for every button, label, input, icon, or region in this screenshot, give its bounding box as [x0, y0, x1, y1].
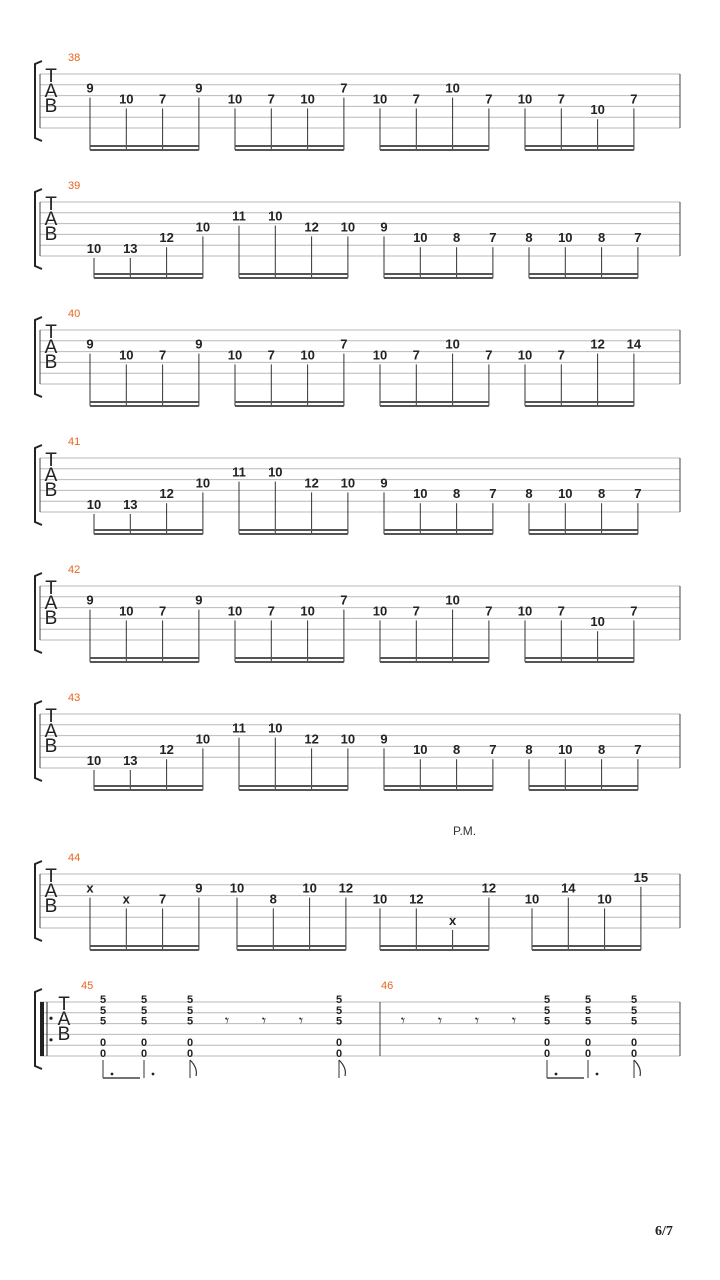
fret-number: 7	[340, 80, 348, 96]
fret-number: 7	[630, 91, 638, 107]
fret-number: 5	[140, 994, 148, 1006]
fret-number: 7	[340, 336, 348, 352]
eighth-rest: 𝄾	[437, 1011, 443, 1030]
fret-number: 14	[561, 880, 576, 896]
fret-number: 10	[268, 720, 283, 736]
note-flag	[634, 1060, 640, 1076]
tab-clef-letter: T	[58, 994, 70, 1015]
eighth-rest: 𝄾	[298, 1011, 304, 1030]
fret-number: 10	[195, 731, 211, 747]
measure-number: 42	[68, 564, 81, 576]
fret-number: 10	[300, 91, 315, 107]
fret-number: 14	[626, 336, 642, 352]
fret-number: 8	[525, 486, 533, 502]
fret-number: 10	[195, 219, 211, 235]
fret-number: x	[86, 880, 94, 896]
fret-number: 10	[86, 753, 102, 768]
palm-mute-label: P.M.	[453, 824, 477, 838]
fret-number: 7	[158, 91, 167, 107]
fret-number: 0	[335, 1037, 343, 1050]
fret-number: 10	[558, 742, 573, 758]
fret-number: 5	[186, 1004, 194, 1017]
fret-number: 0	[543, 1048, 551, 1060]
fret-number: 7	[267, 347, 275, 363]
fret-number: 7	[557, 603, 565, 619]
fret-number: 7	[634, 486, 642, 502]
fret-number: 0	[335, 1048, 343, 1060]
fret-number: 7	[158, 603, 167, 619]
fret-number: 5	[543, 1015, 551, 1028]
fret-number: 10	[229, 880, 245, 896]
fret-number: 12	[304, 731, 319, 747]
fret-number: 8	[452, 486, 461, 502]
fret-number: 10	[445, 592, 460, 608]
fret-number: 8	[452, 230, 461, 246]
measure-number: 41	[68, 436, 81, 448]
fret-number: 9	[86, 336, 94, 352]
fret-number: 7	[267, 603, 275, 619]
note-flag	[339, 1060, 345, 1076]
fret-number: 5	[140, 1015, 148, 1028]
fret-number: 5	[335, 1015, 343, 1028]
fret-number: 10	[524, 891, 540, 907]
fret-number: 12	[590, 336, 605, 352]
fret-number: 10	[517, 603, 533, 619]
tab-clef-letter: A	[57, 1009, 71, 1030]
tab-clef-letter: T	[45, 450, 57, 471]
fret-number: 5	[630, 1015, 638, 1028]
fret-number: 10	[445, 80, 460, 96]
fret-number: 7	[412, 347, 420, 363]
fret-number: 11	[232, 464, 246, 480]
fret-number: 0	[99, 1048, 107, 1060]
fret-number: 10	[372, 91, 388, 107]
fret-number: 12	[338, 880, 354, 896]
fret-number: 10	[517, 347, 533, 363]
system-bracket	[35, 61, 42, 141]
fret-number: 7	[557, 91, 565, 107]
fret-number: 9	[380, 219, 388, 235]
eighth-rest: 𝄾	[400, 1011, 406, 1030]
dotted-rhythm-dot	[111, 1073, 114, 1076]
dotted-rhythm-dot	[555, 1073, 558, 1076]
system-bracket	[35, 701, 42, 781]
fret-number: 12	[481, 880, 497, 896]
tab-clef-letter: B	[44, 736, 58, 757]
note-flag	[190, 1060, 196, 1076]
fret-number: 0	[140, 1037, 148, 1050]
fret-number: 10	[86, 497, 102, 512]
fret-number: 7	[158, 891, 167, 907]
eighth-rest: 𝄾	[261, 1011, 267, 1030]
fret-number: 5	[335, 994, 343, 1006]
fret-number: 8	[452, 742, 461, 758]
fret-number: 9	[86, 592, 94, 608]
fret-number: 5	[335, 1004, 343, 1017]
fret-number: 10	[119, 91, 134, 107]
fret-number: 9	[195, 336, 203, 352]
fret-number: 5	[99, 1004, 107, 1017]
fret-number: 10	[195, 475, 211, 491]
fret-number: 5	[186, 1015, 194, 1028]
fret-number: 10	[302, 880, 317, 896]
fret-number: 10	[227, 91, 243, 107]
fret-number: 0	[543, 1037, 551, 1050]
measure-number: 46	[381, 980, 394, 992]
eighth-rest: 𝄾	[511, 1011, 517, 1030]
fret-number: 11	[232, 208, 246, 224]
fret-number: 10	[558, 486, 573, 502]
fret-number: 10	[558, 230, 573, 246]
fret-number: 10	[300, 603, 315, 619]
tab-clef-letter: B	[57, 1024, 71, 1045]
fret-number: 10	[445, 336, 460, 352]
fret-number: 10	[340, 731, 356, 747]
measure-number: 45	[81, 980, 94, 992]
fret-number: 10	[227, 603, 243, 619]
system-bracket	[35, 317, 42, 397]
fret-number: 8	[269, 891, 277, 907]
tab-clef-letter: T	[45, 706, 57, 727]
fret-number: 7	[412, 91, 420, 107]
fret-number: 12	[159, 742, 174, 758]
fret-number: 13	[123, 241, 138, 256]
fret-number: 10	[597, 891, 612, 907]
repeat-dot	[49, 1017, 52, 1020]
tab-clef-letter: B	[44, 352, 58, 373]
dotted-rhythm-dot	[152, 1073, 155, 1076]
fret-number: 9	[195, 80, 203, 96]
fret-number: 7	[630, 603, 638, 619]
fret-number: 8	[597, 486, 606, 502]
tab-clef-letter: A	[44, 721, 58, 742]
fret-number: 10	[413, 230, 428, 246]
fret-number: 0	[630, 1048, 638, 1060]
fret-number: 0	[186, 1048, 194, 1060]
measure-number: 44	[68, 852, 81, 864]
fret-number: 5	[630, 1004, 638, 1017]
tab-clef-letter: B	[44, 224, 58, 245]
fret-number: 12	[159, 230, 174, 246]
fret-number: 8	[525, 742, 533, 758]
fret-number: 10	[590, 614, 605, 630]
fret-number: 10	[372, 603, 388, 619]
eighth-rest: 𝄾	[474, 1011, 480, 1030]
fret-number: 5	[543, 1004, 551, 1017]
fret-number: 5	[630, 994, 638, 1006]
system-bracket	[35, 861, 42, 941]
fret-number: 10	[590, 102, 605, 118]
fret-number: 5	[186, 994, 194, 1006]
fret-number: 10	[517, 91, 533, 107]
tab-clef-letter: B	[44, 896, 58, 917]
fret-number: 7	[485, 603, 493, 619]
fret-number: 10	[300, 347, 315, 363]
fret-number: 13	[123, 753, 138, 768]
fret-number: 13	[123, 497, 138, 512]
tab-clef-letter: A	[44, 881, 58, 902]
fret-number: 5	[584, 1015, 592, 1028]
fret-number: 7	[489, 230, 497, 246]
tab-clef-letter: A	[44, 81, 58, 102]
eighth-rest: 𝄾	[224, 1011, 230, 1030]
fret-number: 12	[304, 219, 319, 235]
tab-clef-letter: T	[45, 866, 57, 887]
tab-clef-letter: T	[45, 66, 57, 87]
tab-clef-letter: A	[44, 337, 58, 358]
fret-number: 7	[634, 742, 642, 758]
fret-number: 12	[159, 486, 174, 502]
fret-number: 5	[99, 994, 107, 1006]
fret-number: 7	[412, 603, 420, 619]
fret-number: 9	[195, 880, 203, 896]
fret-number: 10	[227, 347, 243, 363]
tab-clef-letter: T	[45, 322, 57, 343]
tab-clef-letter: B	[44, 480, 58, 501]
fret-number: 10	[413, 486, 428, 502]
system-bracket	[35, 573, 42, 653]
fret-number: 15	[633, 869, 649, 885]
fret-number: 0	[140, 1048, 148, 1060]
fret-number: 5	[584, 994, 592, 1006]
fret-number: 7	[267, 91, 275, 107]
system-bracket	[35, 189, 42, 269]
page-number: 6/7	[655, 1224, 673, 1239]
fret-number: 5	[584, 1004, 592, 1017]
fret-number: 7	[485, 91, 493, 107]
fret-number: 10	[86, 241, 102, 256]
fret-number: 9	[86, 80, 94, 96]
fret-number: 5	[140, 1004, 148, 1017]
fret-number: 10	[340, 475, 356, 491]
fret-number: 7	[634, 230, 642, 246]
measure-number: 43	[68, 692, 81, 704]
fret-number: 8	[597, 230, 606, 246]
measure-number: 38	[68, 52, 81, 64]
fret-number: 0	[584, 1037, 592, 1050]
fret-number: 12	[409, 891, 424, 907]
fret-number: x	[448, 913, 457, 928]
measure-number: 39	[68, 180, 81, 192]
fret-number: 11	[232, 720, 246, 736]
fret-number: 9	[380, 475, 388, 491]
fret-number: 7	[489, 486, 497, 502]
fret-number: 9	[380, 731, 388, 747]
tab-clef-letter: A	[44, 593, 58, 614]
tab-clef-letter: A	[44, 209, 58, 230]
fret-number: 10	[119, 347, 134, 363]
dotted-rhythm-dot	[596, 1073, 599, 1076]
fret-number: 10	[372, 891, 388, 907]
tab-clef-letter: T	[45, 194, 57, 215]
fret-number: 10	[268, 208, 283, 224]
tab-clef-letter: B	[44, 608, 58, 629]
fret-number: 10	[119, 603, 134, 619]
fret-number: 8	[525, 230, 533, 246]
repeat-dot	[49, 1038, 52, 1041]
fret-number: 10	[268, 464, 283, 480]
system-bracket	[35, 445, 42, 525]
fret-number: 9	[195, 592, 203, 608]
tab-clef-letter: B	[44, 96, 58, 117]
fret-number: x	[122, 891, 130, 907]
fret-number: 7	[557, 347, 565, 363]
fret-number: 5	[543, 994, 551, 1006]
fret-number: 7	[489, 742, 497, 758]
tab-clef-letter: A	[44, 465, 58, 486]
fret-number: 10	[340, 219, 356, 235]
repeat-start-thick-barline	[40, 1002, 44, 1056]
fret-number: 10	[413, 742, 428, 758]
tab-clef-letter: T	[45, 578, 57, 599]
fret-number: 7	[158, 347, 167, 363]
fret-number: 8	[597, 742, 606, 758]
fret-number: 0	[99, 1037, 107, 1050]
fret-number: 0	[186, 1037, 194, 1050]
fret-number: 0	[630, 1037, 638, 1050]
fret-number: 10	[372, 347, 388, 363]
fret-number: 0	[584, 1048, 592, 1060]
measure-number: 40	[68, 308, 81, 320]
fret-number: 5	[99, 1015, 107, 1028]
fret-number: 7	[485, 347, 493, 363]
fret-number: 7	[340, 592, 348, 608]
fret-number: 12	[304, 475, 319, 491]
